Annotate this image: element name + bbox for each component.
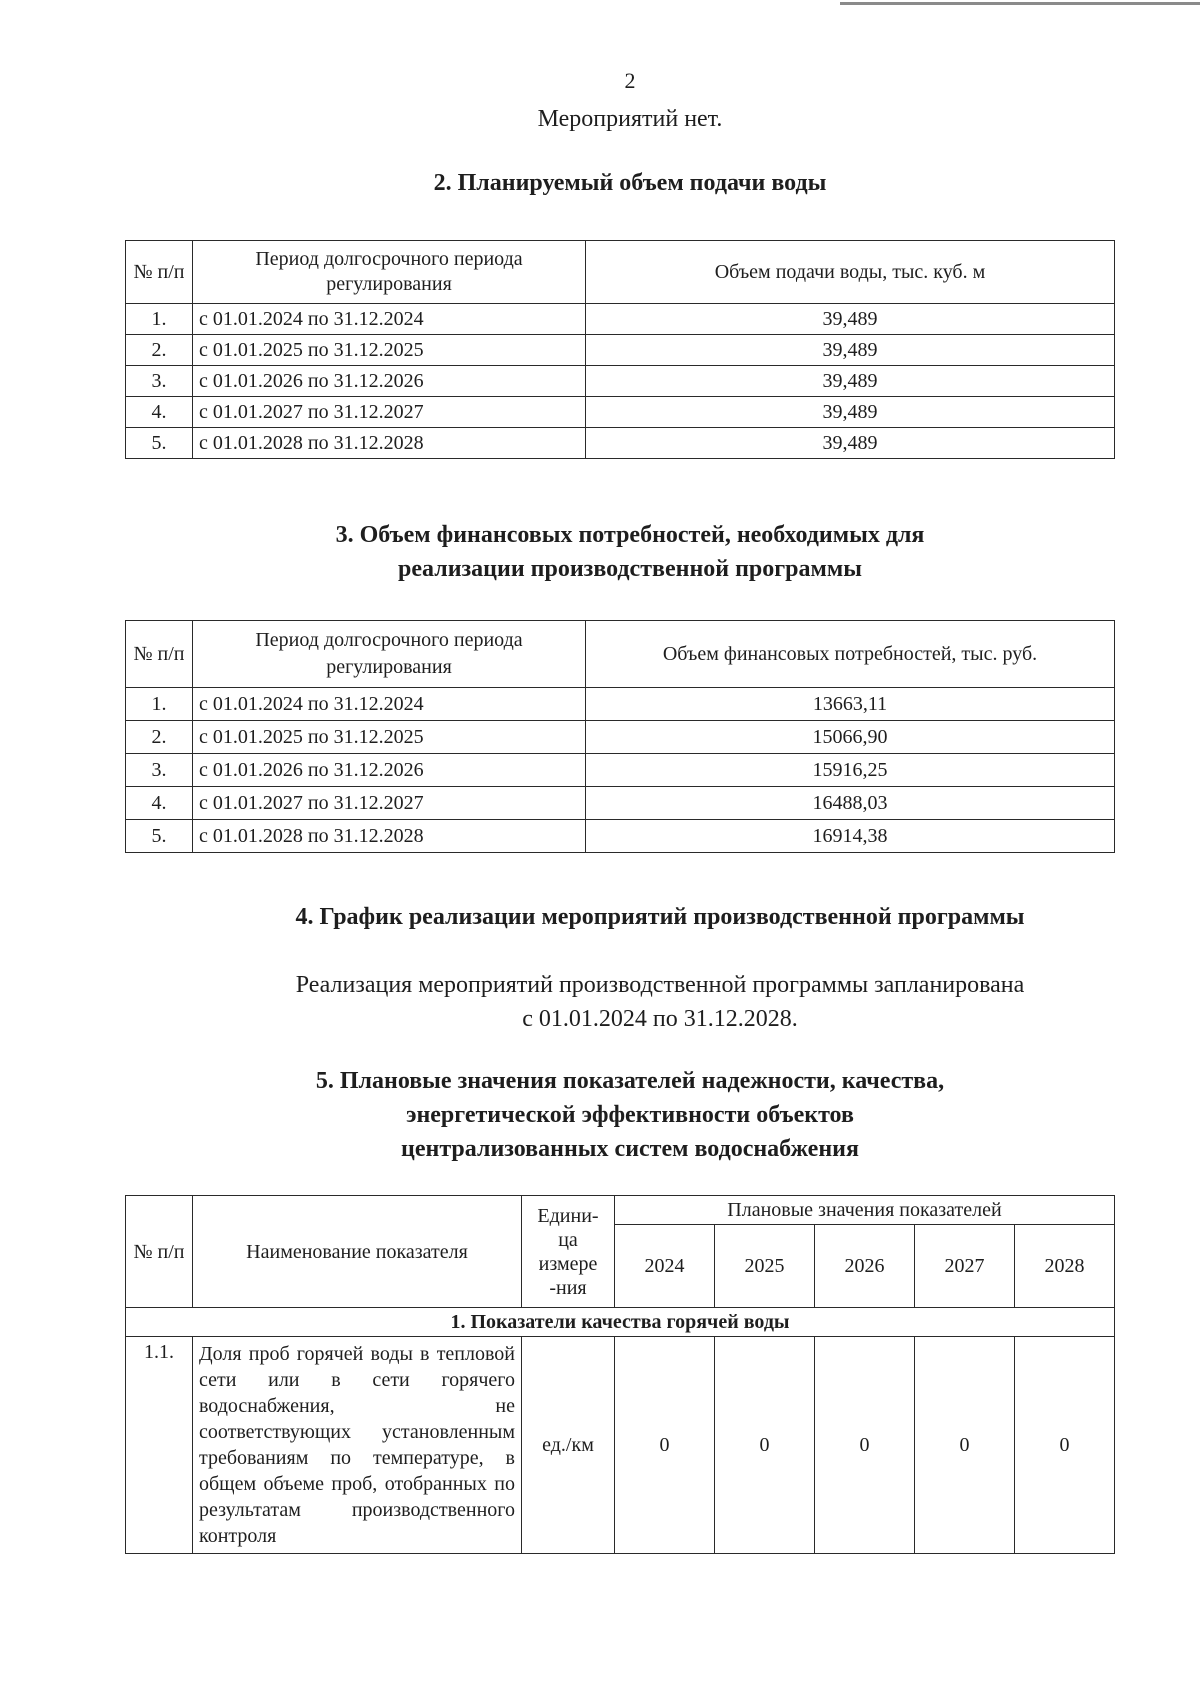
row-num: 4. [126,787,193,820]
section-5-title-line3: централизованных систем водоснабжения [401,1136,859,1162]
row-num: 5. [126,820,193,853]
row-period: с 01.01.2026 по 31.12.2026 [193,754,586,787]
group-title: 1. Показатели качества горячей воды [126,1308,1115,1337]
table-row [126,721,1115,754]
row-num: 5. [126,428,193,459]
row-value: 0 [715,1337,815,1554]
group-row [126,1308,1115,1337]
row-period: с 01.01.2028 по 31.12.2028 [193,428,586,459]
section-4-text-line2: с 01.01.2024 по 31.12.2028. [522,1006,798,1032]
table-row [126,335,1115,366]
header-year: 2028 [1015,1225,1115,1308]
header-year: 2026 [815,1225,915,1308]
row-value: 39,489 [586,335,1115,366]
header-volume: Объем финансовых потребностей, тыс. руб. [586,621,1115,688]
row-num: 1.1. [126,1337,193,1554]
row-period: с 01.01.2027 по 31.12.2027 [193,787,586,820]
header-year: 2027 [915,1225,1015,1308]
row-num: 3. [126,754,193,787]
table-row [126,397,1115,428]
row-value: 16488,03 [586,787,1115,820]
row-num: 2. [126,721,193,754]
section-3-title-line1: 3. Объем финансовых потребностей, необходимых для [335,522,925,548]
section-3-title-line2: реализации производственной программы [398,556,862,582]
row-value: 0 [915,1337,1015,1554]
no-measures-text: Мероприятий нет. [537,106,723,132]
header-year: 2025 [715,1225,815,1308]
table-row [126,304,1115,335]
row-value: 0 [1015,1337,1115,1554]
row-value: 39,489 [586,428,1115,459]
header-num: № п/п [126,241,193,304]
indicators-table [125,1195,1115,1554]
section-2-title: 2. Планируемый объем подачи воды [433,170,827,196]
row-value: 0 [615,1337,715,1554]
table-row [126,820,1115,853]
row-value: 15916,25 [586,754,1115,787]
section-4-title: 4. График реализации мероприятий производственной программы [295,904,1025,930]
water-supply-table [125,240,1115,459]
header-planned-values: Плановые значения показателей [615,1196,1115,1225]
row-period: с 01.01.2025 по 31.12.2025 [193,335,586,366]
table-row [126,366,1115,397]
row-num: 4. [126,397,193,428]
row-num: 1. [126,688,193,721]
table-row [126,787,1115,820]
header-indicator-name: Наименование показателя [193,1196,522,1308]
header-year: 2024 [615,1225,715,1308]
row-num: 3. [126,366,193,397]
row-value: 13663,11 [586,688,1115,721]
row-period: с 01.01.2028 по 31.12.2028 [193,820,586,853]
table-header-row [126,621,1115,688]
section-4-text-line1: Реализация мероприятий производственной программы запланирована [295,972,1025,998]
section-5-title-line2: энергетической эффективности объектов [406,1102,854,1128]
row-value: 39,489 [586,397,1115,428]
table-row [126,688,1115,721]
financial-needs-table [125,620,1115,853]
row-value: 39,489 [586,304,1115,335]
row-value: 15066,90 [586,721,1115,754]
table-row [126,754,1115,787]
header-volume: Объем подачи воды, тыс. куб. м [586,241,1115,304]
row-period: с 01.01.2025 по 31.12.2025 [193,721,586,754]
row-value: 39,489 [586,366,1115,397]
row-period: с 01.01.2026 по 31.12.2026 [193,366,586,397]
scan-edge-line [840,2,1200,5]
header-period: Период долгосрочного периода регулирования [193,621,586,688]
row-period: с 01.01.2024 по 31.12.2024 [193,688,586,721]
header-period: Период долгосрочного периода регулирования [193,241,586,304]
row-indicator-name: Доля проб горячей воды в тепловой сети или в сети горячего водоснабжения, не соответствующих установленным требованиям по температуре, в общем объеме проб, отобранных по результатам производственного контроля [193,1337,522,1554]
section-5-title-line1: 5. Плановые значения показателей надежности, качества, [315,1068,945,1094]
row-value: 16914,38 [586,820,1115,853]
row-value: 0 [815,1337,915,1554]
row-num: 1. [126,304,193,335]
table-header-row [126,241,1115,304]
table-row [126,1337,1115,1554]
row-period: с 01.01.2027 по 31.12.2027 [193,397,586,428]
row-unit: ед./км [522,1337,615,1554]
header-unit: Едини- ца измере -ния [522,1196,615,1308]
table-row [126,428,1115,459]
row-period: с 01.01.2024 по 31.12.2024 [193,304,586,335]
header-num: № п/п [126,1196,193,1308]
table-header-row [126,1196,1115,1225]
header-num: № п/п [126,621,193,688]
row-num: 2. [126,335,193,366]
page-number: 2 [624,68,636,93]
